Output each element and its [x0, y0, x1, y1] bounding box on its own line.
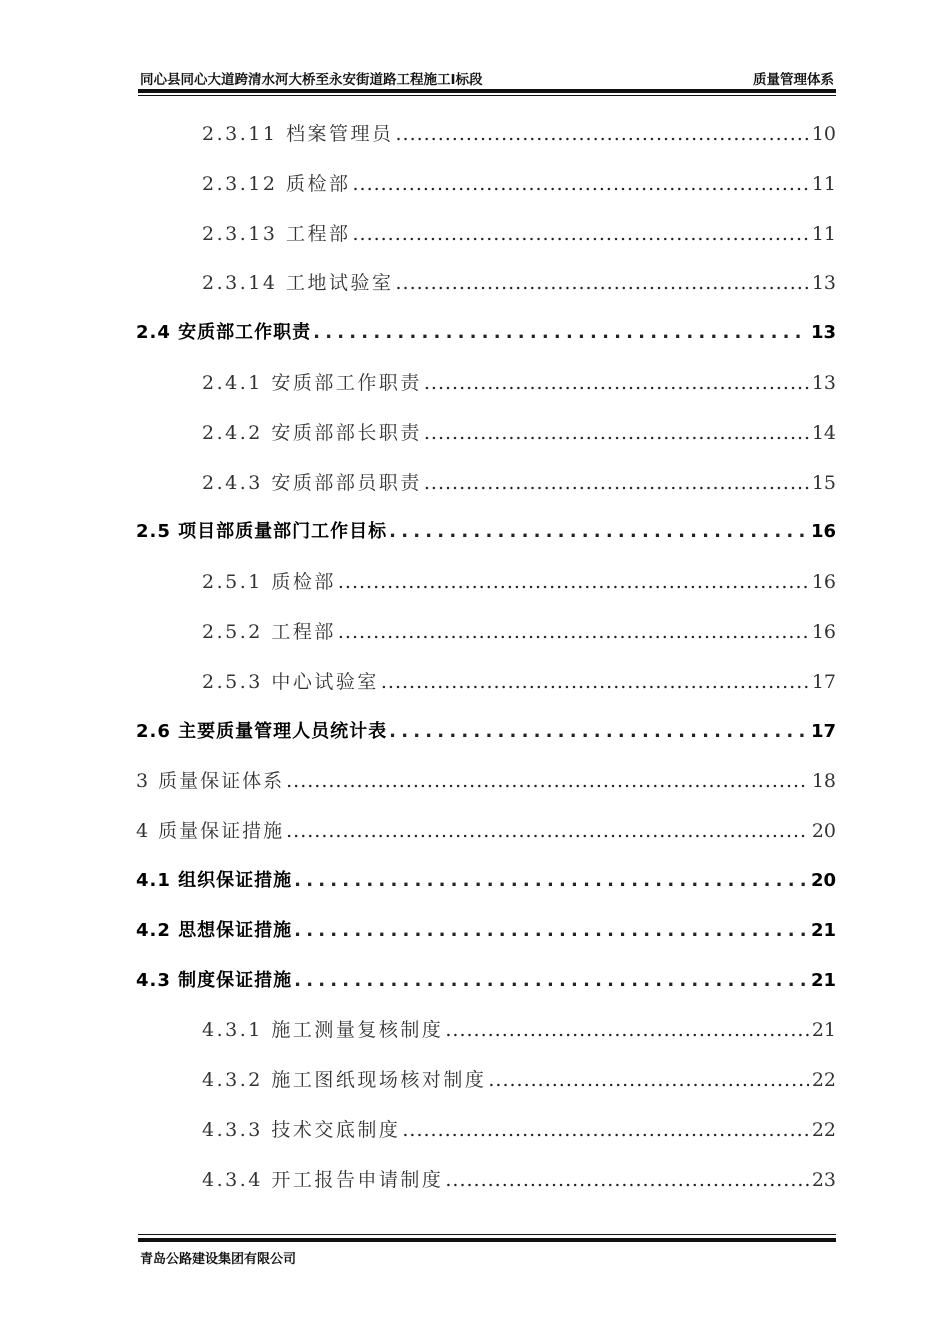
toc-entry-page-number: 17: [811, 671, 836, 693]
toc-dot-leader: [294, 865, 808, 897]
toc-entry[interactable]: [136, 765, 836, 797]
toc-entry[interactable]: [136, 915, 836, 947]
toc-dot-leader: [294, 915, 808, 947]
toc-entry[interactable]: [202, 566, 836, 598]
toc-entry[interactable]: [136, 815, 836, 847]
toc-entry[interactable]: [136, 317, 836, 349]
toc-entry-label: 2.5 项目部质量部门工作目标: [136, 521, 388, 542]
toc-dot-leader: [445, 1014, 808, 1046]
toc-entry-page-number: 16: [811, 621, 836, 643]
toc-dot-leader: [381, 666, 809, 698]
toc-dot-leader: [445, 1164, 808, 1196]
toc-entry-label: 4.3.2 施工图纸现场核对制度: [202, 1069, 487, 1091]
header-rule-thin: [138, 95, 836, 96]
toc-dot-leader: [352, 168, 808, 200]
toc-dot-leader: [424, 367, 809, 399]
toc-entry[interactable]: [202, 267, 836, 299]
toc-entry-page-number: 11: [811, 223, 836, 245]
toc-entry-page-number: 21: [811, 1019, 836, 1041]
toc-entry-label: 2.3.11 档案管理员: [202, 123, 394, 145]
toc-entry[interactable]: [136, 516, 836, 548]
toc-dot-leader: [424, 467, 809, 499]
toc-entry-label: 3 质量保证体系: [136, 770, 285, 792]
toc-dot-leader: [286, 815, 809, 847]
toc-entry-page-number: 16: [810, 521, 836, 542]
toc-entry-page-number: 22: [811, 1069, 836, 1091]
footer-company-name: 青岛公路建设集团有限公司: [140, 1252, 297, 1267]
toc-entry[interactable]: [202, 616, 836, 648]
toc-entry-page-number: 17: [810, 721, 836, 742]
toc-entry-label: 4 质量保证措施: [136, 820, 285, 842]
footer-rule-thick: [138, 1238, 836, 1242]
toc-dot-leader: [488, 1064, 808, 1096]
toc-entry-label: 4.1 组织保证措施: [136, 870, 293, 891]
toc-entry-page-number: 14: [811, 422, 836, 444]
toc-entry-label: 2.4.1 安质部工作职责: [202, 372, 422, 394]
toc-entry[interactable]: [202, 467, 836, 499]
toc-entry[interactable]: [202, 218, 836, 250]
toc-entry[interactable]: [202, 417, 836, 449]
toc-dot-leader: [338, 566, 809, 598]
toc-dot-leader: [389, 516, 808, 548]
toc-entry[interactable]: [202, 168, 836, 200]
toc-entry-label: 4.3.3 技术交底制度: [202, 1119, 401, 1141]
toc-entry-page-number: 11: [811, 173, 836, 195]
toc-dot-leader: [424, 417, 809, 449]
toc-entry[interactable]: [202, 367, 836, 399]
page-header: [138, 68, 836, 88]
toc-entry-page-number: 23: [811, 1169, 836, 1191]
toc-entry-label: 2.5.3 中心试验室: [202, 671, 379, 693]
toc-dot-leader: [389, 716, 808, 748]
toc-entry[interactable]: [136, 716, 836, 748]
toc-entry-page-number: 15: [811, 472, 836, 494]
toc-entry-label: 2.4.3 安质部部员职责: [202, 472, 422, 494]
toc-entry-page-number: 20: [810, 870, 836, 891]
footer-rule-thin: [138, 1234, 836, 1235]
toc-entry-page-number: 13: [810, 322, 836, 343]
toc-entry-label: 4.3 制度保证措施: [136, 970, 293, 991]
toc-entry[interactable]: [202, 1064, 836, 1096]
toc-entry-label: 2.5.2 工程部: [202, 621, 336, 643]
toc-entry-label: 2.6 主要质量管理人员统计表: [136, 721, 388, 742]
toc-entry-page-number: 13: [811, 372, 836, 394]
toc-entry[interactable]: [136, 965, 836, 997]
toc-entry-label: 2.3.14 工地试验室: [202, 272, 394, 294]
toc-entry[interactable]: [202, 1114, 836, 1146]
toc-entry-label: 4.3.1 施工测量复核制度: [202, 1019, 444, 1041]
toc-entry-label: 4.2 思想保证措施: [136, 920, 293, 941]
toc-dot-leader: [352, 218, 808, 250]
toc-entry-page-number: 18: [811, 770, 836, 792]
toc-dot-leader: [338, 616, 809, 648]
toc-entry-page-number: 10: [811, 123, 836, 145]
toc-dot-leader: [395, 267, 808, 299]
toc-entry-label: 4.3.4 开工报告申请制度: [202, 1169, 444, 1191]
toc-entry-page-number: 22: [811, 1119, 836, 1141]
toc-entry-label: 2.4 安质部工作职责: [136, 322, 312, 343]
header-project-title: 同心县同心大道跨清水河大桥至永安街道路工程施工Ⅰ标段: [140, 72, 483, 88]
toc-dot-leader: [313, 317, 808, 349]
toc-entry-page-number: 16: [811, 571, 836, 593]
toc-entry[interactable]: [202, 1164, 836, 1196]
toc-entry[interactable]: [202, 1014, 836, 1046]
toc-entry-label: 2.3.13 工程部: [202, 223, 351, 245]
toc-entry[interactable]: [202, 118, 836, 150]
header-rule-thick: [138, 89, 836, 93]
toc-dot-leader: [294, 965, 808, 997]
toc-dot-leader: [395, 118, 808, 150]
toc-entry-page-number: 13: [811, 272, 836, 294]
toc-entry[interactable]: [136, 865, 836, 897]
toc-entry-page-number: 21: [810, 920, 836, 941]
toc-entry-page-number: 20: [811, 820, 836, 842]
toc-dot-leader: [286, 765, 809, 797]
toc-entry-label: 2.5.1 质检部: [202, 571, 336, 593]
toc-entry-label: 2.4.2 安质部部长职责: [202, 422, 422, 444]
toc-entry-label: 2.3.12 质检部: [202, 173, 351, 195]
toc-entry[interactable]: [202, 666, 836, 698]
toc-dot-leader: [402, 1114, 808, 1146]
header-document-type: 质量管理体系: [753, 72, 834, 88]
toc-entry-page-number: 21: [810, 970, 836, 991]
